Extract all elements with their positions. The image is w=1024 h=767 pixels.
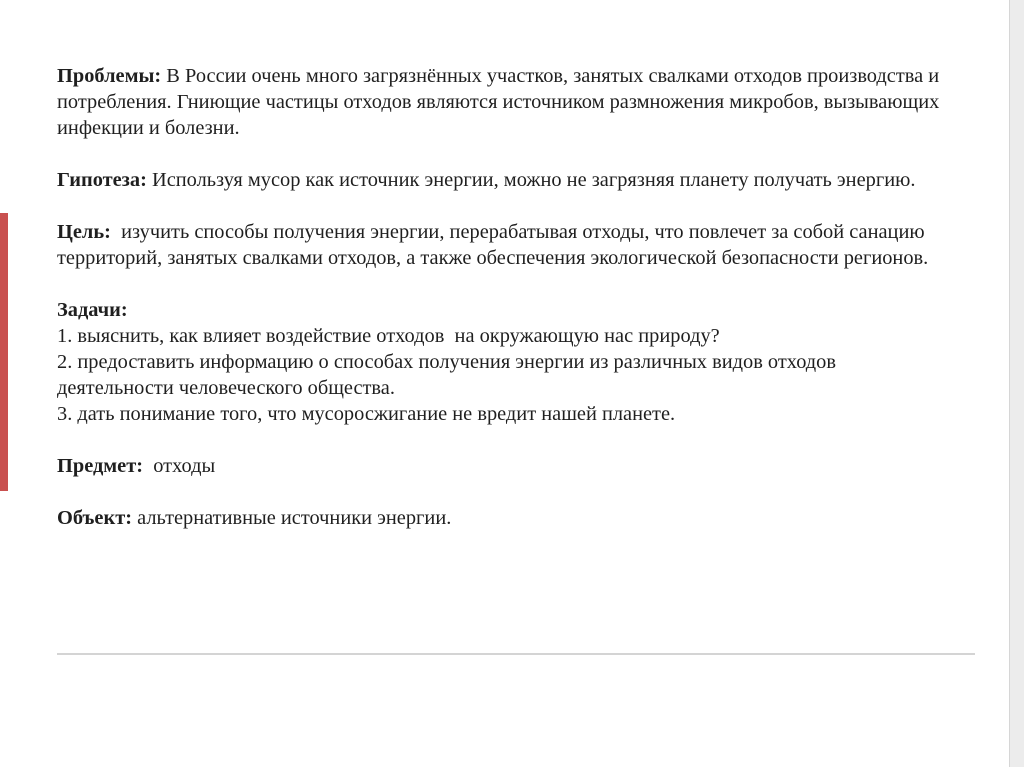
subject-label: Предмет: bbox=[57, 455, 144, 477]
task-item-2: 2. предоставить информацию о способах получения энергии из различных видов отходов деятельности человеческого общества. bbox=[57, 351, 836, 399]
hypothesis-label: Гипотеза: bbox=[57, 169, 147, 191]
task-item-1: 1. выяснить, как влияет воздействие отходов на окружающую нас природу? bbox=[57, 325, 720, 347]
object-block bbox=[57, 505, 957, 531]
task-item-3: 3. дать понимание того, что мусоросжигание не вредит нашей планете. bbox=[57, 403, 676, 425]
object-paragraph bbox=[57, 505, 957, 531]
hypothesis-block bbox=[57, 167, 957, 193]
problems-block bbox=[57, 63, 957, 141]
problems-text: В России очень много загрязнённых участков, занятых свалками отходов производства и потребления. Гниющие частицы отходов являются источником размножения микробов, вызывающих инфекции и болезни. bbox=[57, 65, 940, 139]
goal-block bbox=[57, 219, 957, 271]
page-edge-shadow bbox=[1010, 0, 1024, 767]
subject-paragraph bbox=[57, 453, 957, 479]
accent-bar bbox=[0, 213, 8, 491]
hypothesis-text: Используя мусор как источник энергии, можно не загрязняя планету получать энергию. bbox=[146, 169, 916, 191]
hypothesis-paragraph bbox=[57, 167, 957, 193]
goal-label: Цель: bbox=[57, 221, 111, 243]
goal-text: изучить способы получения энергии, перерабатывая отходы, что повлечет за собой санацию территорий, занятых свалками отходов, а также обеспечения экологической безопасности регионов. bbox=[57, 221, 930, 269]
subject-text: отходы bbox=[143, 455, 216, 477]
problems-paragraph bbox=[57, 63, 957, 141]
goal-paragraph bbox=[57, 219, 957, 271]
subject-block bbox=[57, 453, 957, 479]
problems-label: Проблемы: bbox=[57, 65, 162, 87]
object-text: альтернативные источники энергии. bbox=[132, 507, 452, 529]
object-label: Объект: bbox=[57, 507, 133, 529]
slide-content bbox=[57, 63, 957, 557]
bottom-divider bbox=[57, 653, 975, 655]
tasks-label: Задачи: bbox=[57, 299, 128, 321]
tasks-block bbox=[57, 297, 957, 427]
